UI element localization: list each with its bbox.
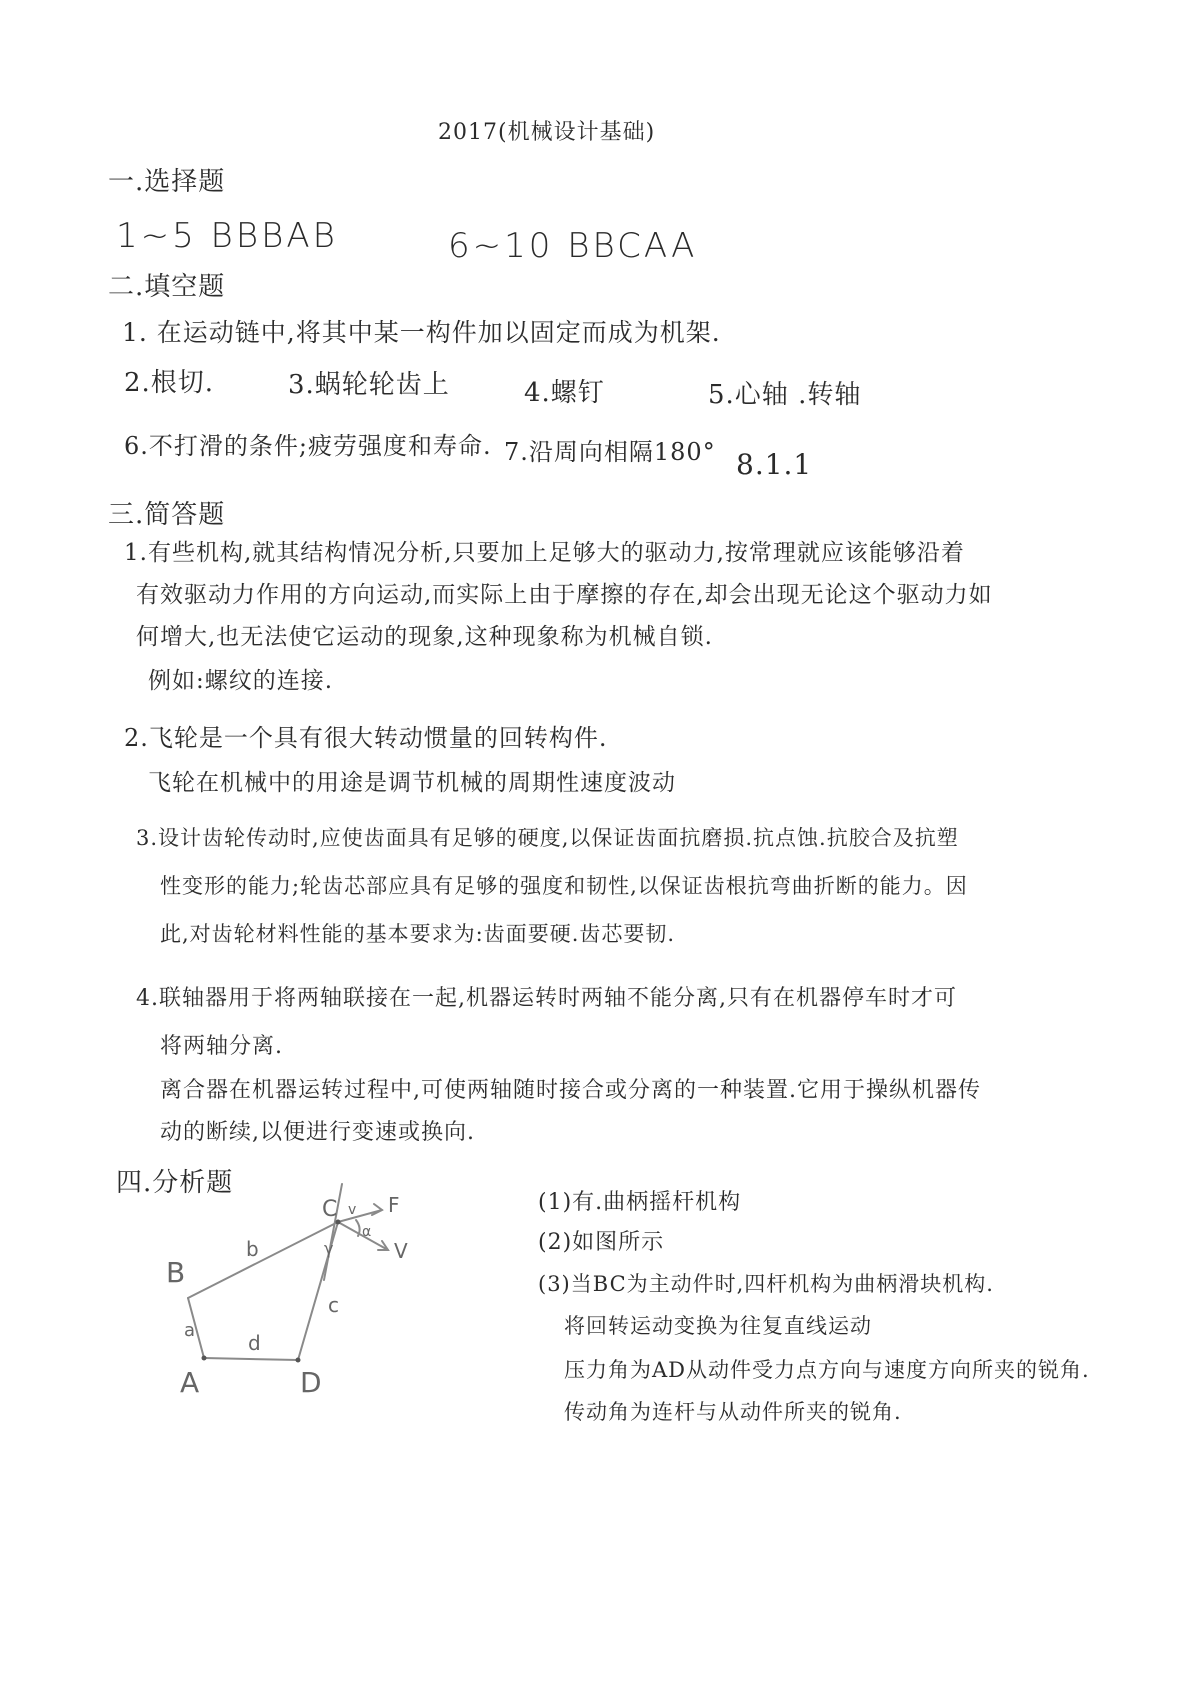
fill-answer-1: 1. 在运动链中,将其中某一构件加以固定而成为机架. <box>122 318 721 347</box>
short-answer-4-line-1: 4.联轴器用于将两轴联接在一起,机器运转时两轴不能分离,只有在机器停车时才可 <box>136 986 957 1011</box>
link-c-label: c <box>328 1293 339 1317</box>
link-b-label: b <box>246 1237 259 1261</box>
page-title: 2017(机械设计基础) <box>438 120 656 145</box>
gamma-angle-label: γ <box>324 1239 334 1258</box>
fill-answer-7: 7.沿周向相隔180° <box>504 438 716 466</box>
analysis-answer-3-line-1: (3)当BC为主动件时,四杆机构为曲柄滑块机构. <box>538 1272 994 1296</box>
analysis-answer-3-line-3: 压力角为AD从动件受力点方向与速度方向所夹的锐角. <box>564 1358 1090 1382</box>
alpha-angle-label: α <box>362 1224 372 1240</box>
four-bar-linkage-diagram <box>150 1170 450 1410</box>
short-answer-1-line-3: 何增大,也无法使它运动的现象,这种现象称为机械自锁. <box>136 624 713 650</box>
analysis-answer-2: (2)如图所示 <box>538 1230 665 1255</box>
fill-answer-4: 4.螺钉 <box>524 378 605 408</box>
short-answer-4-line-4: 动的断续,以便进行变速或换向. <box>160 1120 475 1145</box>
link-d <box>204 1358 298 1360</box>
force-f-label: F <box>388 1193 400 1217</box>
short-answer-2-line-2: 飞轮在机械中的用途是调节机械的周期性速度波动 <box>148 770 676 796</box>
analysis-answer-1: (1)有.曲柄摇杆机构 <box>538 1190 742 1215</box>
short-answer-1-line-2: 有效驱动力作用的方向运动,而实际上由于摩擦的存在,却会出现无论这个驱动力如 <box>136 582 993 608</box>
section1-heading: 一.选择题 <box>108 167 226 197</box>
section3-heading: 三.简答题 <box>108 500 226 530</box>
link-a-label: a <box>184 1320 196 1341</box>
point-a-label: A <box>180 1366 200 1399</box>
short-answer-4-line-3: 离合器在机器运转过程中,可使两轴随时接合或分离的一种装置.它用于操纵机器传 <box>160 1078 981 1103</box>
point-d-label: D <box>300 1366 322 1399</box>
short-answer-4-line-2: 将两轴分离. <box>160 1034 283 1059</box>
force-f-arrow <box>338 1210 382 1222</box>
short-answer-3-line-2: 性变形的能力;轮齿芯部应具有足够的强度和韧性,以保证齿根抗弯曲折断的能力。因 <box>160 874 968 898</box>
velocity-v-label: V <box>394 1239 408 1263</box>
analysis-answer-3-line-2: 将回转运动变换为往复直线运动 <box>564 1314 872 1338</box>
section2-heading: 二.填空题 <box>108 272 226 302</box>
short-answer-3-line-1: 3.设计齿轮传动时,应使齿面具有足够的硬度,以保证齿面抗磨损.抗点蚀.抗胶合及抗塑 <box>136 826 959 850</box>
link-b <box>188 1222 338 1298</box>
analysis-answer-3-line-4: 传动角为连杆与从动件所夹的锐角. <box>564 1400 902 1424</box>
fill-answer-6: 6.不打滑的条件;疲劳强度和寿命. <box>124 432 492 460</box>
fill-answer-2: 2.根切. <box>124 368 215 398</box>
short-answer-3-line-3: 此,对齿轮材料性能的基本要求为:齿面要硬.齿芯要韧. <box>160 922 676 946</box>
small-v-label: v <box>348 1202 357 1218</box>
fill-answer-8: 8.1.1 <box>736 448 813 481</box>
section1-answers-6-10: 6~10 BBCAA <box>448 226 698 266</box>
point-b-label: B <box>166 1256 186 1289</box>
short-answer-1-line-1: 1.有些机构,就其结构情况分析,只要加上足够大的驱动力,按常理就应该能够沿着 <box>124 540 965 566</box>
link-d-label: d <box>248 1331 261 1355</box>
short-answer-1-line-4: 例如:螺纹的连接. <box>148 668 334 694</box>
fill-answer-3: 3.蜗轮轮齿上 <box>288 370 450 400</box>
section4-heading: 四.分析题 <box>116 1168 234 1198</box>
point-c-label: C <box>322 1197 338 1222</box>
fill-answer-5: 5.心轴 .转轴 <box>708 380 862 410</box>
section1-answers-1-5: 1~5 BBBAB <box>116 216 338 256</box>
short-answer-2-line-1: 2.飞轮是一个具有很大转动惯量的回转构件. <box>124 724 608 752</box>
